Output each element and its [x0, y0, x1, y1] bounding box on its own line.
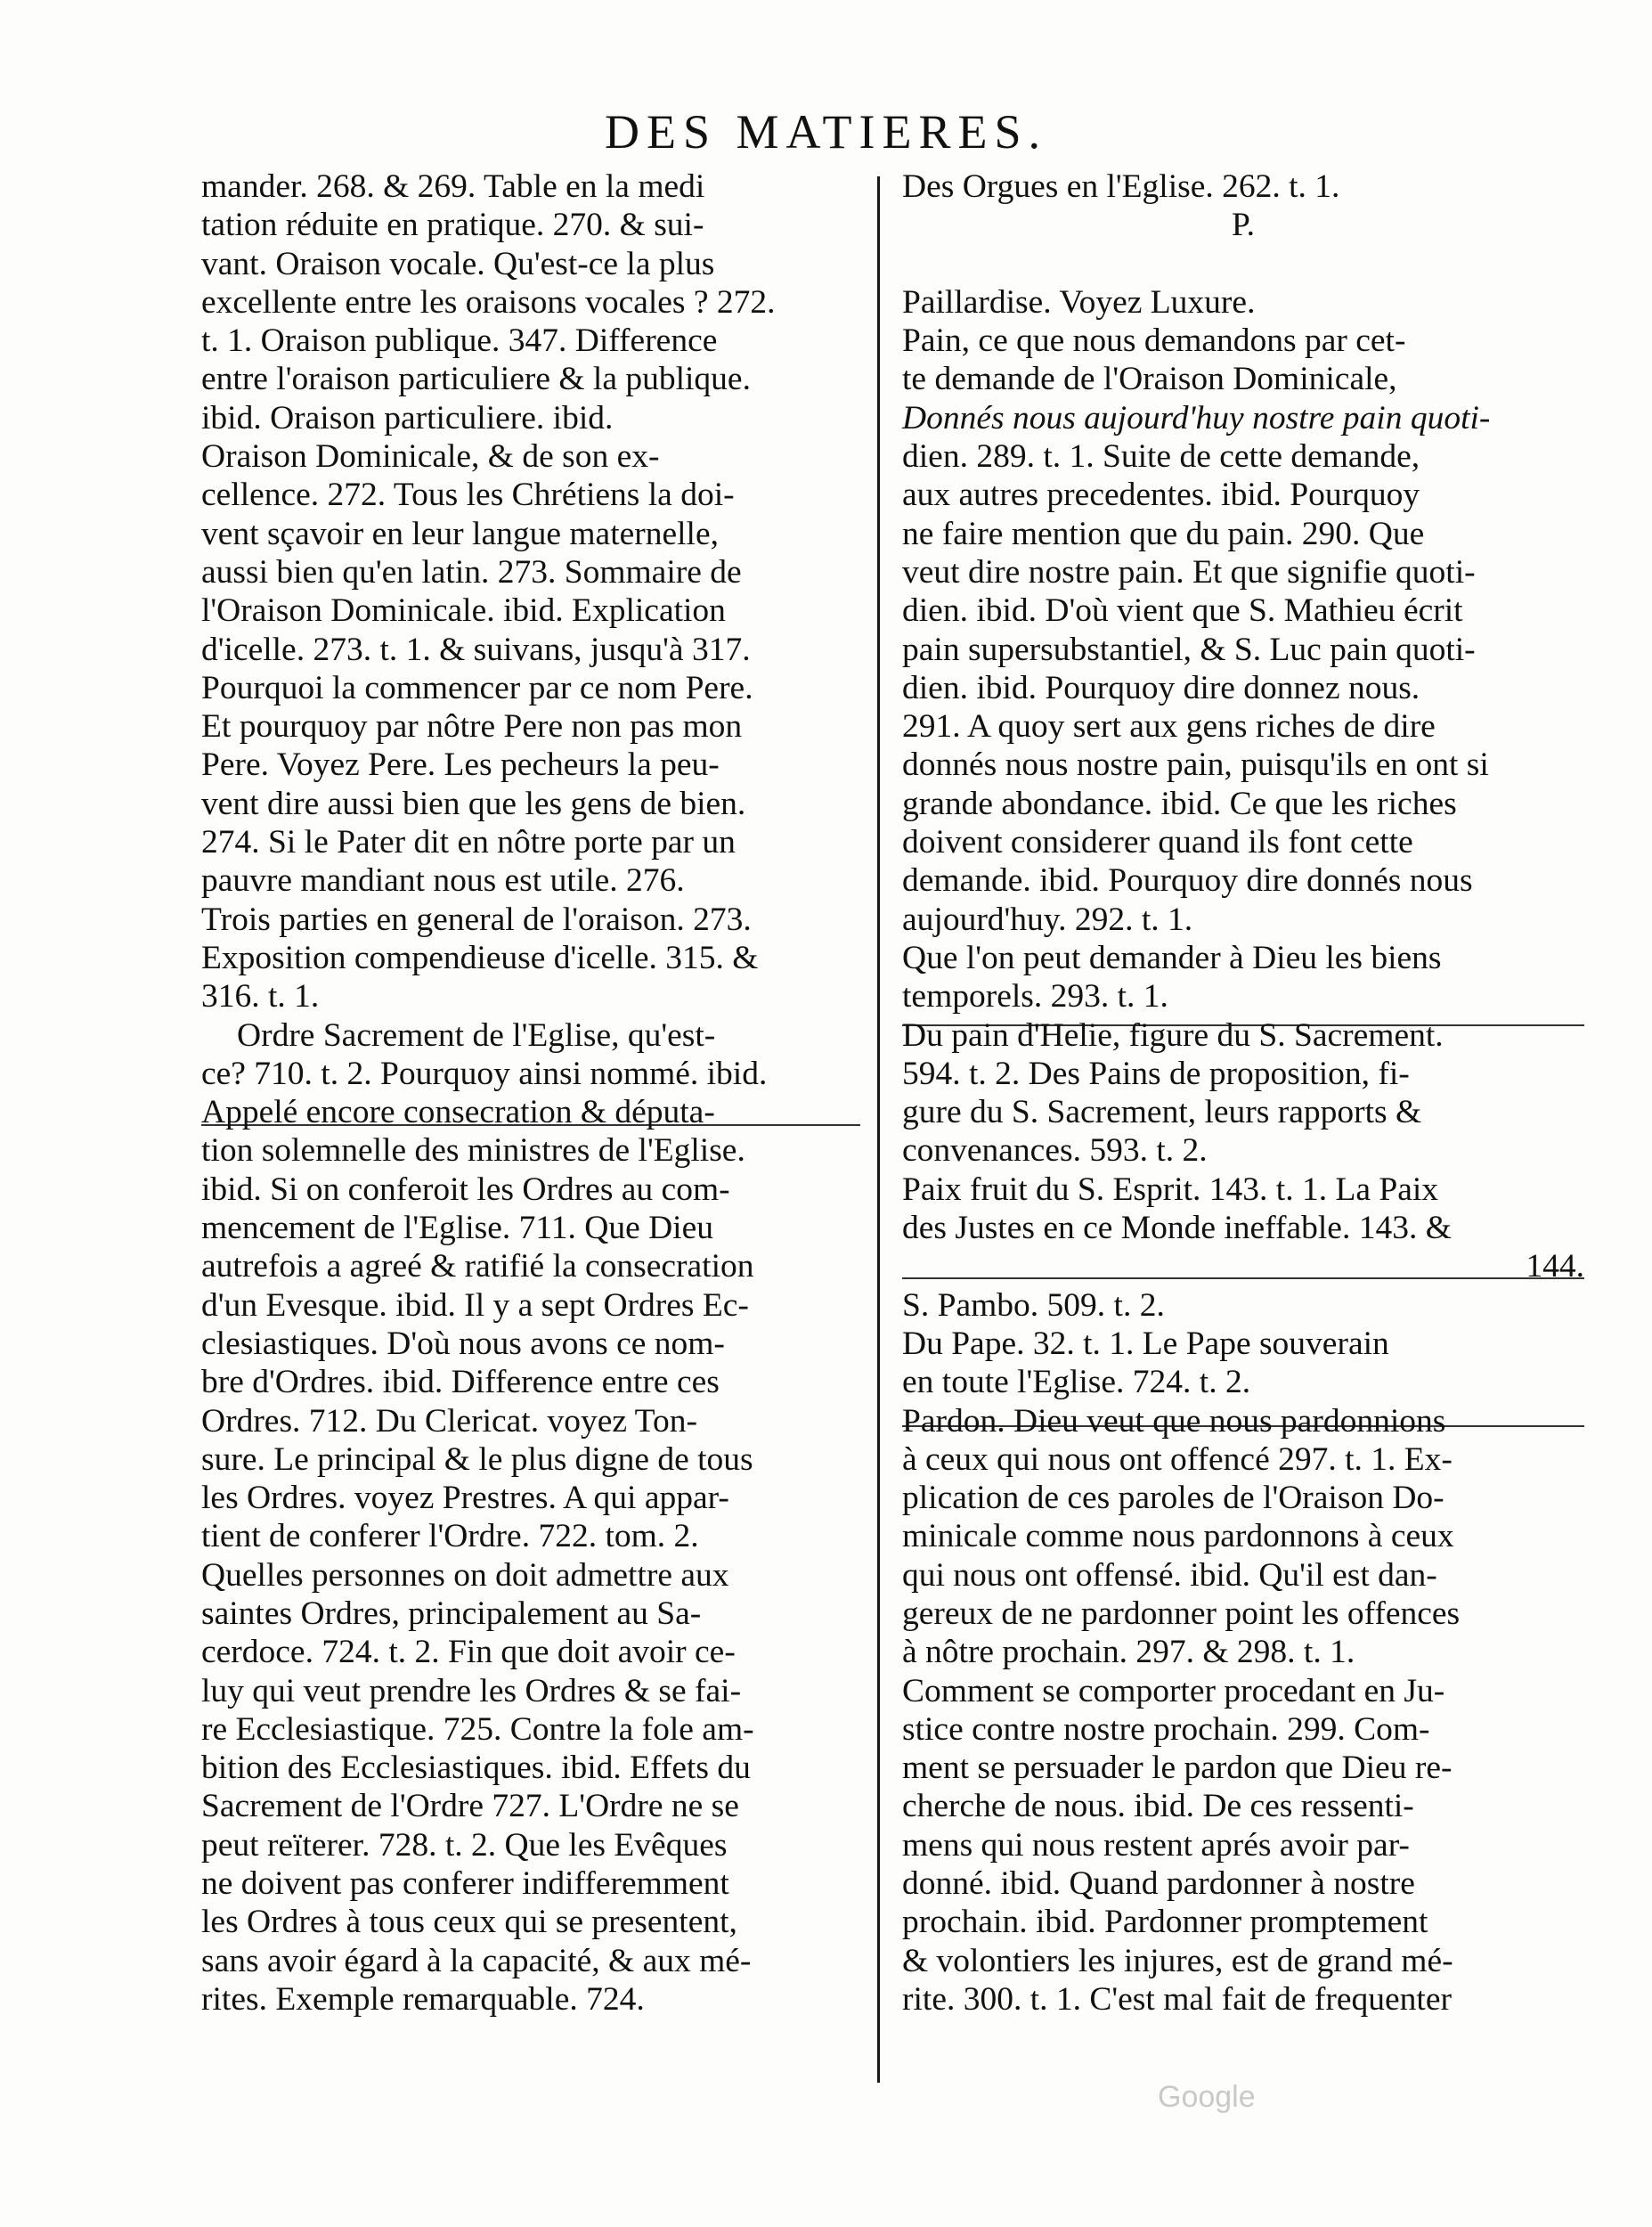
index-line: te demande de l'Oraison Dominicale,	[902, 361, 1397, 398]
index-line: à ceux qui nous ont offencé 297. t. 1. Ex-	[902, 1440, 1453, 1478]
index-line: Paix fruit du S. Esprit. 143. t. 1. La Paix	[902, 1171, 1439, 1208]
index-line: peut reïterer. 728. t. 2. Que les Evêques	[201, 1826, 728, 1864]
index-line: les Ordres. voyez Prestres. A qui appar-	[201, 1480, 729, 1517]
index-line: d'un Evesque. ibid. Il y a sept Ordres Ec-	[201, 1286, 749, 1324]
index-line: Oraison Dominicale, & de son ex-	[201, 438, 660, 476]
index-line: ne faire mention que du pain. 290. Que	[902, 515, 1425, 552]
index-line: minicale comme nous pardonnons à ceux	[902, 1518, 1454, 1555]
index-line: cerdoce. 724. t. 2. Fin que doit avoir ce-	[201, 1634, 736, 1671]
index-line: temporels. 293. t. 1.	[902, 978, 1168, 1016]
index-line: Et pourquoy par nôtre Pere non pas mon	[201, 708, 743, 746]
index-line: vent dire aussi bien que les gens de bien.	[201, 785, 746, 822]
index-line: prochain. ibid. Pardonner promptement	[902, 1904, 1428, 1941]
index-line: luy qui veut prendre les Ordres & se fai-	[201, 1672, 742, 1709]
index-line: Donnés nous aujourd'huy nostre pain quoti-	[902, 399, 1491, 436]
index-line: sans avoir égard à la capacité, & aux mé-	[201, 1942, 752, 1979]
index-line: tion solemnelle des ministres de l'Eglise.	[201, 1132, 745, 1170]
index-line: Pardon. Dieu veut que nous pardonnions	[902, 1402, 1446, 1440]
index-line: Paillardise. Voyez Luxure.	[902, 283, 1256, 321]
index-line: stice contre nostre prochain. 299. Com-	[902, 1710, 1430, 1748]
index-line: S. Pambo. 509. t. 2.	[902, 1286, 1165, 1324]
index-line: donnés nous nostre pain, puisqu'ils en ont si	[902, 746, 1489, 784]
page-title: DES MATIERES.	[604, 105, 1048, 159]
index-line: grande abondance. ibid. Ce que les riches	[902, 785, 1457, 822]
index-line: tation réduite en pratique. 270. & sui-	[201, 207, 704, 244]
index-line: cherche de nous. ibid. De ces ressenti-	[902, 1788, 1414, 1825]
index-line: mander. 268. & 269. Table en la medi	[201, 168, 705, 205]
index-line: en toute l'Eglise. 724. t. 2.	[902, 1364, 1251, 1401]
index-line: Comment se comporter procedant en Ju-	[902, 1672, 1445, 1709]
index-line: doivent considerer quand ils font cette	[902, 824, 1413, 861]
index-line: bre d'Ordres. ibid. Difference entre ces	[201, 1364, 720, 1401]
index-line: Trois parties en general de l'oraison. 273.	[201, 901, 752, 938]
index-line: 144.	[1526, 1248, 1584, 1285]
index-line: ment se persuader le pardon que Dieu re-	[902, 1750, 1453, 1787]
index-line: vent sçavoir en leur langue maternelle,	[201, 515, 719, 552]
index-line: dien. ibid. D'où vient que S. Mathieu écrit	[902, 592, 1463, 630]
index-line: rite. 300. t. 1. C'est mal fait de frequenter	[902, 1980, 1452, 2018]
index-line: autrefois a agreé & ratifié la consecration	[201, 1248, 754, 1285]
index-line: Du Pape. 32. t. 1. Le Pape souverain	[902, 1325, 1389, 1362]
index-line: Que l'on peut demander à Dieu les biens	[902, 939, 1442, 976]
index-line: pauvre mandiant nous est utile. 276.	[201, 862, 685, 900]
index-line: mens qui nous restent aprés avoir par-	[902, 1826, 1410, 1864]
index-line: pain supersubstantiel, & S. Luc pain quoti-	[902, 631, 1476, 668]
index-line: veut dire nostre pain. Et que signifie quoti-	[902, 553, 1476, 591]
index-line: tient de conferer l'Ordre. 722. tom. 2.	[201, 1518, 699, 1555]
blank-line	[902, 245, 1584, 283]
google-watermark: Google	[1158, 2080, 1256, 2114]
index-line: des Justes en ce Monde ineffable. 143. &	[902, 1210, 1452, 1247]
index-line: entre l'oraison particuliere & la publique.	[201, 361, 751, 398]
index-line: 594. t. 2. Des Pains de proposition, fi-	[902, 1055, 1410, 1092]
index-line: demande. ibid. Pourquoy dire donnés nous	[902, 862, 1473, 900]
index-line: bition des Ecclesiastiques. ibid. Effets du	[201, 1750, 751, 1787]
index-line: aussi bien qu'en latin. 273. Sommaire de	[201, 553, 742, 591]
index-line: Sacrement de l'Ordre 727. L'Ordre ne se	[201, 1788, 739, 1825]
index-line: Pourquoi la commencer par ce nom Pere.	[201, 669, 753, 706]
index-line: d'icelle. 273. t. 1. & suivans, jusqu'à 317.	[201, 631, 751, 668]
index-line: 291. A quoy sert aux gens riches de dire	[902, 708, 1436, 746]
index-line: 274. Si le Pater dit en nôtre porte par un	[201, 824, 736, 861]
index-line: vant. Oraison vocale. Qu'est-ce la plus	[201, 245, 715, 282]
index-line: dien. ibid. Pourquoy dire donnez nous.	[902, 669, 1420, 706]
index-line: 316. t. 1.	[201, 978, 320, 1016]
index-line: sure. Le principal & le plus digne de tous	[201, 1440, 753, 1478]
index-line: ibid. Oraison particuliere. ibid.	[201, 399, 614, 436]
index-line: dien. 289. t. 1. Suite de cette demande,	[902, 438, 1420, 476]
index-line: Du pain d'Helie, figure du S. Sacrement.	[902, 1016, 1444, 1054]
section-letter: P.	[1231, 207, 1256, 244]
index-line: ibid. Si on conferoit les Ordres au com-	[201, 1171, 730, 1208]
index-line: aujourd'huy. 292. t. 1.	[902, 901, 1193, 938]
right-column	[902, 167, 1584, 2019]
index-line: mencement de l'Eglise. 711. Que Dieu	[201, 1210, 713, 1247]
index-line: Exposition compendieuse d'icelle. 315. &	[201, 939, 759, 976]
index-line: ne doivent pas conferer indifferemment	[201, 1865, 729, 1903]
index-line: Ordre Sacrement de l'Eglise, qu'est-	[237, 1016, 716, 1054]
index-line: rites. Exemple remarquable. 724.	[201, 1980, 645, 2018]
index-line: Pere. Voyez Pere. Les pecheurs la peu-	[201, 746, 720, 784]
index-line: t. 1. Oraison publique. 347. Difference	[201, 322, 718, 360]
index-line: saintes Ordres, principalement au Sa-	[201, 1595, 702, 1632]
index-line: l'Oraison Dominicale. ibid. Explication	[201, 592, 726, 630]
index-line: aux autres precedentes. ibid. Pourquoy	[902, 477, 1420, 514]
index-line: & volontiers les injures, est de grand mé-	[902, 1942, 1453, 1979]
index-line: Des Orgues en l'Eglise. 262. t. 1.	[902, 168, 1340, 205]
left-column	[201, 167, 878, 2019]
index-line: ce? 710. t. 2. Pourquoy ainsi nommé. ibid.	[201, 1055, 768, 1092]
index-line: Quelles personnes on doit admettre aux	[201, 1556, 729, 1594]
index-line: clesiastiques. D'où nous avons ce nom-	[201, 1325, 725, 1362]
index-line: les Ordres à tous ceux qui se presentent,	[201, 1904, 737, 1941]
index-line: donné. ibid. Quand pardonner à nostre	[902, 1865, 1415, 1903]
index-line: qui nous ont offensé. ibid. Qu'il est dan-	[902, 1556, 1437, 1594]
index-line: à nôtre prochain. 297. & 298. t. 1.	[902, 1634, 1355, 1671]
index-line: Ordres. 712. Du Clericat. voyez Ton-	[201, 1402, 697, 1440]
index-line: gure du S. Sacrement, leurs rapports &	[902, 1094, 1422, 1131]
index-line: re Ecclesiastique. 725. Contre la fole am-	[201, 1710, 754, 1748]
index-line: Appelé encore consecration & députa-	[201, 1094, 715, 1131]
index-line: convenances. 593. t. 2.	[902, 1132, 1208, 1170]
index-line: plication de ces paroles de l'Oraison Do-	[902, 1480, 1444, 1517]
index-line: excellente entre les oraisons vocales ? 272.	[201, 283, 776, 321]
index-line: Pain, ce que nous demandons par cet-	[902, 322, 1406, 360]
index-line: gereux de ne pardonner point les offences	[902, 1595, 1461, 1632]
index-line: cellence. 272. Tous les Chrétiens la doi-	[201, 477, 735, 514]
